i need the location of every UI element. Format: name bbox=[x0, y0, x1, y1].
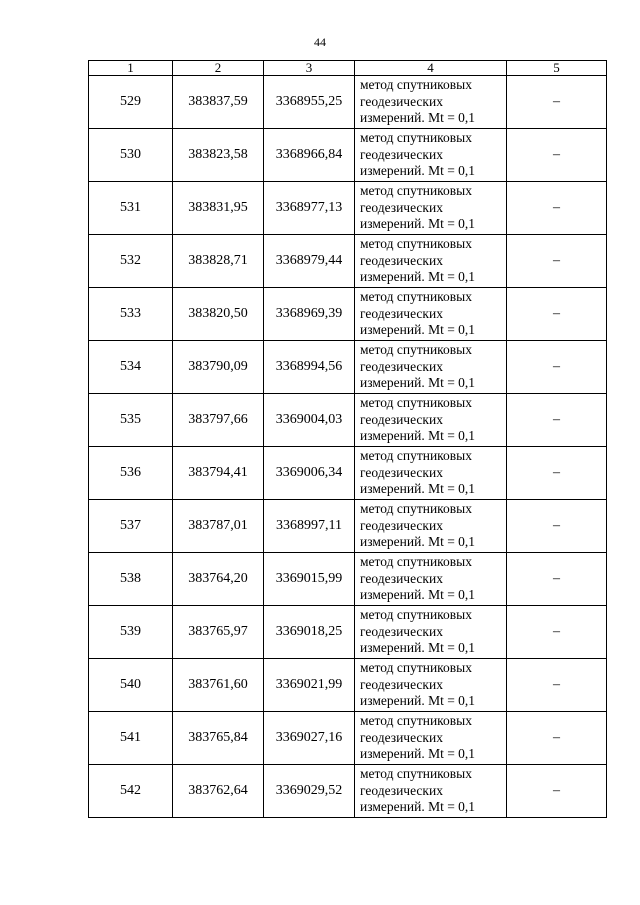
y-coordinate-cell: 3368977,13 bbox=[264, 182, 355, 235]
point-number-cell: 529 bbox=[89, 76, 173, 129]
method-line: метод спутниковых bbox=[360, 448, 472, 464]
x-coordinate-cell: 383790,09 bbox=[173, 341, 264, 394]
method-line: метод спутниковых bbox=[360, 342, 472, 358]
page-number: 44 bbox=[314, 35, 326, 49]
x-coordinate-cell: 383823,58 bbox=[173, 129, 264, 182]
x-coordinate-cell: 383762,64 bbox=[173, 765, 264, 818]
x-coordinate-cell: 383761,60 bbox=[173, 659, 264, 712]
point-number-cell: 536 bbox=[89, 447, 173, 500]
coordinates-table bbox=[88, 60, 607, 818]
method-line: измерений. Mt = 0,1 bbox=[360, 693, 476, 709]
method-cell bbox=[355, 288, 507, 341]
dash-cell: – bbox=[507, 765, 607, 818]
method-cell bbox=[355, 765, 507, 818]
dash-cell: – bbox=[507, 182, 607, 235]
method-line: геодезических bbox=[360, 252, 443, 268]
method-cell bbox=[355, 235, 507, 288]
point-number-cell: 540 bbox=[89, 659, 173, 712]
dash-cell: – bbox=[507, 500, 607, 553]
header-col-2: 2 bbox=[173, 61, 264, 76]
method-line: геодезических bbox=[360, 729, 443, 745]
method-cell bbox=[355, 341, 507, 394]
method-line: геодезических bbox=[360, 146, 443, 162]
dash-cell: – bbox=[507, 341, 607, 394]
method-line: метод спутниковых bbox=[360, 607, 472, 623]
method-line: геодезических bbox=[360, 305, 443, 321]
dash-cell: – bbox=[507, 553, 607, 606]
y-coordinate-cell: 3368969,39 bbox=[264, 288, 355, 341]
table-row bbox=[89, 182, 607, 235]
method-cell bbox=[355, 553, 507, 606]
method-line: геодезических bbox=[360, 782, 443, 798]
x-coordinate-cell: 383820,50 bbox=[173, 288, 264, 341]
method-cell bbox=[355, 76, 507, 129]
y-coordinate-cell: 3369027,16 bbox=[264, 712, 355, 765]
method-line: измерений. Mt = 0,1 bbox=[360, 322, 476, 338]
point-number-cell: 532 bbox=[89, 235, 173, 288]
x-coordinate-cell: 383828,71 bbox=[173, 235, 264, 288]
method-cell bbox=[355, 447, 507, 500]
x-coordinate-cell: 383787,01 bbox=[173, 500, 264, 553]
table-header bbox=[89, 61, 607, 76]
method-line: метод спутниковых bbox=[360, 395, 472, 411]
method-line: метод спутниковых bbox=[360, 183, 472, 199]
table-row bbox=[89, 129, 607, 182]
x-coordinate-cell: 383765,97 bbox=[173, 606, 264, 659]
y-coordinate-cell: 3369021,99 bbox=[264, 659, 355, 712]
header-col-3: 3 bbox=[264, 61, 355, 76]
y-coordinate-cell: 3368994,56 bbox=[264, 341, 355, 394]
method-line: измерений. Mt = 0,1 bbox=[360, 375, 476, 391]
method-cell bbox=[355, 500, 507, 553]
table-row bbox=[89, 341, 607, 394]
table-row bbox=[89, 765, 607, 818]
method-line: геодезических bbox=[360, 623, 443, 639]
y-coordinate-cell: 3368979,44 bbox=[264, 235, 355, 288]
method-line: метод спутниковых bbox=[360, 130, 472, 146]
method-line: метод спутниковых bbox=[360, 289, 472, 305]
table-row bbox=[89, 712, 607, 765]
y-coordinate-cell: 3368966,84 bbox=[264, 129, 355, 182]
method-line: геодезических bbox=[360, 517, 443, 533]
dash-cell: – bbox=[507, 447, 607, 500]
method-line: геодезических bbox=[360, 464, 443, 480]
y-coordinate-cell: 3369029,52 bbox=[264, 765, 355, 818]
method-line: измерений. Mt = 0,1 bbox=[360, 163, 476, 179]
method-cell bbox=[355, 606, 507, 659]
method-line: метод спутниковых bbox=[360, 236, 472, 252]
table-row bbox=[89, 288, 607, 341]
x-coordinate-cell: 383797,66 bbox=[173, 394, 264, 447]
point-number-cell: 530 bbox=[89, 129, 173, 182]
table-row bbox=[89, 553, 607, 606]
table-row bbox=[89, 447, 607, 500]
method-line: метод спутниковых bbox=[360, 660, 472, 676]
method-line: измерений. Mt = 0,1 bbox=[360, 428, 476, 444]
method-line: измерений. Mt = 0,1 bbox=[360, 799, 476, 815]
dash-cell: – bbox=[507, 659, 607, 712]
header-col-4: 4 bbox=[355, 61, 507, 76]
table-row bbox=[89, 500, 607, 553]
point-number-cell: 542 bbox=[89, 765, 173, 818]
y-coordinate-cell: 3369015,99 bbox=[264, 553, 355, 606]
method-line: метод спутниковых bbox=[360, 766, 472, 782]
method-line: измерений. Mt = 0,1 bbox=[360, 481, 476, 497]
table-row bbox=[89, 235, 607, 288]
method-line: измерений. Mt = 0,1 bbox=[360, 746, 476, 762]
header-col-1: 1 bbox=[89, 61, 173, 76]
header-col-5: 5 bbox=[507, 61, 607, 76]
x-coordinate-cell: 383837,59 bbox=[173, 76, 264, 129]
method-cell bbox=[355, 659, 507, 712]
point-number-cell: 534 bbox=[89, 341, 173, 394]
y-coordinate-cell: 3368955,25 bbox=[264, 76, 355, 129]
method-line: геодезических bbox=[360, 199, 443, 215]
header-row bbox=[89, 61, 607, 76]
method-line: метод спутниковых bbox=[360, 501, 472, 517]
method-line: измерений. Mt = 0,1 bbox=[360, 587, 476, 603]
table-row bbox=[89, 659, 607, 712]
table-row bbox=[89, 394, 607, 447]
dash-cell: – bbox=[507, 712, 607, 765]
dash-cell: – bbox=[507, 129, 607, 182]
method-line: измерений. Mt = 0,1 bbox=[360, 110, 476, 126]
x-coordinate-cell: 383831,95 bbox=[173, 182, 264, 235]
dash-cell: – bbox=[507, 288, 607, 341]
dash-cell: – bbox=[507, 606, 607, 659]
point-number-cell: 539 bbox=[89, 606, 173, 659]
method-line: измерений. Mt = 0,1 bbox=[360, 534, 476, 550]
method-line: метод спутниковых bbox=[360, 713, 472, 729]
dash-cell: – bbox=[507, 394, 607, 447]
method-line: измерений. Mt = 0,1 bbox=[360, 269, 476, 285]
method-line: геодезических bbox=[360, 676, 443, 692]
y-coordinate-cell: 3368997,11 bbox=[264, 500, 355, 553]
y-coordinate-cell: 3369004,03 bbox=[264, 394, 355, 447]
y-coordinate-cell: 3369018,25 bbox=[264, 606, 355, 659]
method-line: измерений. Mt = 0,1 bbox=[360, 640, 476, 656]
table-row bbox=[89, 76, 607, 129]
table-body bbox=[89, 76, 607, 818]
x-coordinate-cell: 383765,84 bbox=[173, 712, 264, 765]
method-line: метод спутниковых bbox=[360, 554, 472, 570]
method-cell bbox=[355, 394, 507, 447]
dash-cell: – bbox=[507, 235, 607, 288]
y-coordinate-cell: 3369006,34 bbox=[264, 447, 355, 500]
method-line: геодезических bbox=[360, 411, 443, 427]
method-line: геодезических bbox=[360, 93, 443, 109]
dash-cell: – bbox=[507, 76, 607, 129]
method-line: метод спутниковых bbox=[360, 77, 472, 93]
point-number-cell: 535 bbox=[89, 394, 173, 447]
table-row bbox=[89, 606, 607, 659]
method-cell bbox=[355, 712, 507, 765]
point-number-cell: 538 bbox=[89, 553, 173, 606]
method-line: геодезических bbox=[360, 570, 443, 586]
x-coordinate-cell: 383794,41 bbox=[173, 447, 264, 500]
method-cell bbox=[355, 182, 507, 235]
point-number-cell: 533 bbox=[89, 288, 173, 341]
method-cell bbox=[355, 129, 507, 182]
point-number-cell: 531 bbox=[89, 182, 173, 235]
x-coordinate-cell: 383764,20 bbox=[173, 553, 264, 606]
method-line: измерений. Mt = 0,1 bbox=[360, 216, 476, 232]
point-number-cell: 541 bbox=[89, 712, 173, 765]
point-number-cell: 537 bbox=[89, 500, 173, 553]
method-line: геодезических bbox=[360, 358, 443, 374]
